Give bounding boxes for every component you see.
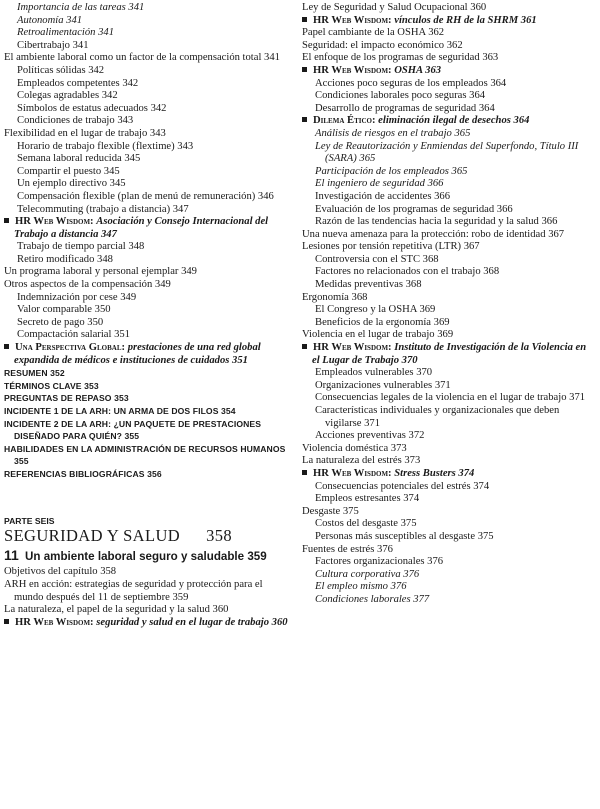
toc-left-column (4, 2, 294, 629)
toc-section-caps: HABILIDADES EN LA ADMINISTRACIÓN DE RECURSOS HUMANOS 355 (4, 443, 286, 467)
toc-entry: Beneficios de la ergonomía 369 (315, 316, 450, 328)
toc-entry: Otros aspectos de la compensación 349 (4, 279, 171, 291)
toc-entry: Compactación salarial 351 (17, 329, 130, 341)
toc-entry: Consecuencias legales de la violencia en el lugar de trabajo 371 (315, 392, 586, 404)
toc-entry: Análisis de riesgos en el trabajo 365 (315, 127, 471, 139)
toc-entry: Compensación flexible (plan de menú de remuneración) 346 (17, 190, 274, 202)
toc-entry: Empleos estresantes 374 (315, 493, 420, 505)
toc-entry: Ley de Reautorización y Enmiendas del Superfondo, Título III (SARA) 365 (315, 140, 579, 165)
toc-entry: Características individuales y organizacionales que deben vigilarse 371 (315, 405, 560, 429)
toc-entry: Compartir el puesto 345 (17, 165, 120, 177)
chapter-heading (4, 546, 294, 564)
chapter-title: Un ambiente laboral seguro y saludable 359 (25, 549, 267, 563)
bullet-square-icon (4, 344, 9, 349)
toc-entry: Razón de las tendencias hacia la seguridad y la salud 366 (315, 216, 558, 228)
toc-entry: Participación de los empleados 365 (315, 165, 468, 177)
toc-entry: Un programa laboral y personal ejemplar 349 (4, 266, 197, 278)
toc-entry: Condiciones de trabajo 343 (17, 115, 134, 127)
bullet-square-icon (4, 218, 9, 223)
toc-entry: Desgaste 375 (302, 505, 359, 517)
toc-section-caps: INCIDENTE 1 DE LA ARH: UN ARMA DE DOS FILOS 354 (4, 406, 236, 416)
toc-entry: El enfoque de los programas de seguridad 363 (302, 52, 499, 64)
toc-section-caps: INCIDENTE 2 DE LA ARH: ¿UN PAQUETE DE PRESTACIONES DISEÑADO PARA QUIÉN? 355 (4, 418, 262, 442)
toc-entry: Horario de trabajo flexible (flextime) 343 (17, 140, 194, 152)
toc-entry: Fuentes de estrés 376 (302, 543, 393, 555)
toc-right-column (302, 2, 596, 607)
left-entries-c (4, 566, 294, 616)
toc-entry: Colegas agradables 342 (17, 90, 118, 102)
right-box-violence-institute: HR Web Wisdom: Instituto de Investigación de la Violencia en el Lugar de Trabajo 370 (302, 342, 596, 367)
toc-entry: Autonomía 341 (17, 14, 83, 26)
toc-entry: Violencia doméstica 373 (302, 442, 407, 454)
right-box-stress-busters: HR Web Wisdom: Stress Busters 374 (302, 468, 596, 481)
bullet-square-icon (302, 470, 307, 475)
toc-section-caps: RESUMEN 352 (4, 368, 65, 379)
toc-entry: Retiro modificado 348 (17, 253, 113, 265)
toc-entry: Telecommuting (trabajo a distancia) 347 (17, 203, 189, 215)
right-box-shrm: HR Web Wisdom: vínculos de RH de la SHRM 361 (302, 15, 596, 28)
toc-entry: Secreto de pago 350 (17, 316, 104, 328)
right-entries-f (302, 481, 596, 607)
toc-entry: Acciones poco seguras de los empleados 364 (315, 77, 507, 89)
part-label: PARTE SEIS (4, 515, 55, 526)
toc-entry: El ingeniero de seguridad 366 (315, 178, 444, 190)
toc-entry: Factores organizacionales 376 (315, 556, 444, 568)
toc-entry: Un ejemplo directivo 345 (17, 178, 126, 190)
left-entries-a (4, 2, 294, 216)
toc-entry: Controversia con el STC 368 (315, 253, 439, 265)
toc-entry: Empleados competentes 342 (17, 77, 139, 89)
toc-entry: Valor comparable 350 (17, 304, 111, 316)
toc-entry: Condiciones laborales poco seguras 364 (315, 90, 486, 102)
toc-entry: Seguridad: el impacto económico 362 (302, 39, 463, 51)
toc-entry: Ley de Seguridad y Salud Ocupacional 360 (302, 2, 487, 13)
toc-entry: La naturaleza del estrés 373 (302, 455, 421, 467)
toc-entry: ARH en acción: estrategias de seguridad y protección para el mundo después del 11 de septiembre 359 (4, 578, 263, 603)
toc-entry: La naturaleza, el papel de la seguridad y la salud 360 (4, 604, 229, 616)
right-entries-c (302, 78, 596, 116)
toc-entry: Investigación de accidentes 366 (315, 190, 451, 202)
toc-section-caps: TÉRMINOS CLAVE 353 (4, 380, 99, 391)
toc-entry: Indemnización por cese 349 (17, 291, 137, 303)
toc-entry: Cultura corporativa 376 (315, 568, 420, 580)
toc-entry: Evaluación de los programas de seguridad 366 (315, 203, 513, 215)
right-entries-d (302, 128, 596, 342)
right-entries-b (302, 27, 596, 65)
toc-entry: El ambiente laboral como un factor de la compensación total 341 (4, 52, 280, 64)
toc-entry: Lesiones por tensión repetitiva (LTR) 367 (302, 241, 480, 253)
toc-entry: Importancia de las tareas 341 (17, 2, 145, 13)
right-entries-a (302, 2, 596, 15)
toc-entry: Objetivos del capítulo 358 (4, 566, 117, 578)
toc-entry: Violencia en el lugar de trabajo 369 (302, 329, 454, 341)
bullet-square-icon (4, 619, 9, 624)
toc-entry: El empleo mismo 376 (315, 581, 407, 593)
left-entries-b (4, 241, 294, 342)
toc-entry: Una nueva amenaza para la protección: robo de identidad 367 (302, 228, 565, 240)
toc-entry: Ergonomía 368 (302, 291, 368, 303)
toc-section-caps: REFERENCIAS BIBLIOGRÁFICAS 356 (4, 468, 162, 479)
toc-section-caps: PREGUNTAS DE REPASO 353 (4, 393, 129, 404)
toc-entry: Cibertrabajo 341 (17, 39, 89, 51)
toc-entry: Símbolos de estatus adecuados 342 (17, 102, 167, 114)
bullet-square-icon (302, 117, 307, 122)
part-title: SEGURIDAD Y SALUD 358 (4, 526, 233, 546)
toc-entry: Costos del desgaste 375 (315, 518, 417, 530)
toc-entry: Políticas sólidas 342 (17, 64, 105, 76)
toc-entry: Condiciones laborales 377 (315, 593, 430, 605)
toc-entry: Desarrollo de programas de seguridad 364 (315, 102, 495, 114)
toc-entry: Papel cambiante de la OSHA 362 (302, 27, 445, 39)
toc-entry: Semana laboral reducida 345 (17, 153, 141, 165)
left-box-hr-web-wisdom: HR Web Wisdom: Asociación y Consejo Internacional del Trabajo a distancia 347 (4, 216, 294, 241)
right-box-ethical-dilemma: Dilema Ético: eliminación ilegal de desechos 364 (302, 115, 596, 128)
toc-entry: Consecuencias potenciales del estrés 374 (315, 480, 490, 492)
toc-entry: Personas más susceptibles al desgaste 375 (315, 530, 494, 542)
toc-entry: Medidas preventivas 368 (315, 279, 422, 291)
part-page: 358 (206, 526, 233, 546)
left-box-global-perspective: Una Perspectiva Global: prestaciones de una red global expandida de médicos e instituciones de cuidados 351 (4, 342, 294, 367)
bullet-square-icon (302, 67, 307, 72)
right-entries-e (302, 367, 596, 468)
left-caps-entries (4, 367, 294, 480)
right-box-osha: HR Web Wisdom: OSHA 363 (302, 65, 596, 78)
toc-entry: Flexibilidad en el lugar de trabajo 343 (4, 127, 166, 139)
toc-entry: Empleados vulnerables 370 (315, 367, 433, 379)
bullet-square-icon (302, 17, 307, 22)
bullet-square-icon (302, 344, 307, 349)
toc-entry: Organizaciones vulnerables 371 (315, 379, 451, 391)
toc-entry: Acciones preventivas 372 (315, 430, 425, 442)
chapter-number: 11 (4, 546, 19, 563)
left-box-hr-web-wisdom-2: HR Web Wisdom: seguridad y salud en el lugar de trabajo 360 (4, 617, 294, 630)
toc-entry: El Congreso y la OSHA 369 (315, 304, 436, 316)
toc-entry: Trabajo de tiempo parcial 348 (17, 241, 145, 253)
toc-entry: Retroalimentación 341 (17, 27, 114, 39)
toc-entry: Factores no relacionados con el trabajo 368 (315, 266, 500, 278)
